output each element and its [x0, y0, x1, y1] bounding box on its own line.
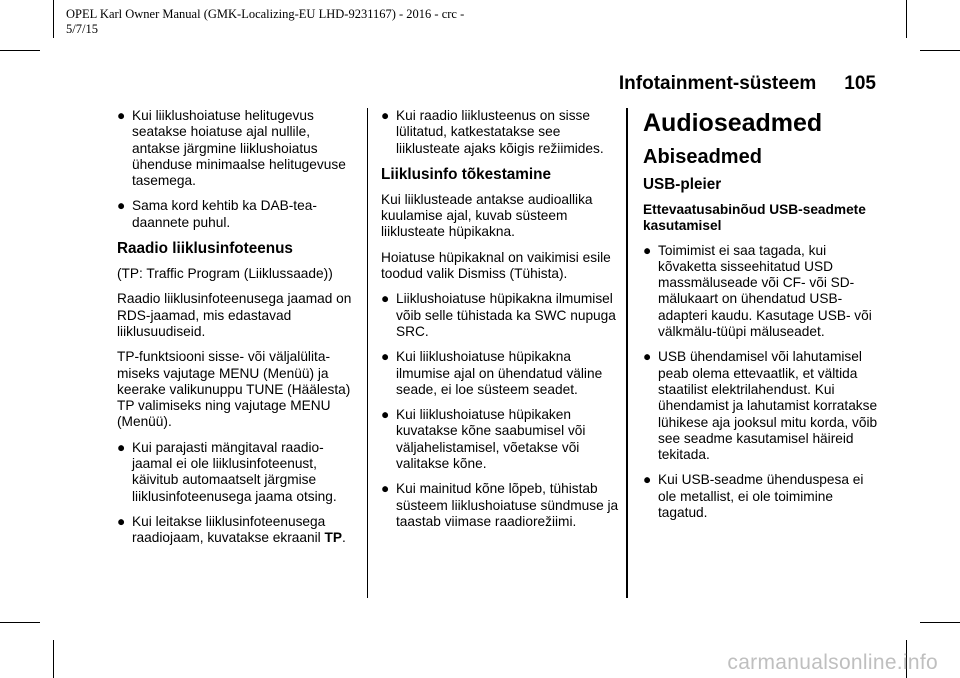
paragraph: Hoiatuse hüpikaknal on vaikimisi esile toodud valik Dismiss (Tühista). [381, 249, 611, 282]
column-middle [381, 108, 621, 539]
list-item [117, 514, 357, 547]
bullet-icon: ● [117, 513, 126, 529]
list-item [381, 407, 621, 472]
list-item [117, 198, 357, 231]
list-item [117, 440, 357, 505]
column-left [117, 108, 357, 556]
running-header [600, 73, 876, 95]
paragraph: (TP: Traffic Program (Liiklussaade)) [117, 266, 333, 282]
list-item [643, 349, 879, 463]
paragraph: Raadio liiklusinfoteenusega jaamad on RDS-jaamad, mis edastavad liiklusuudiseid. [117, 291, 352, 339]
bullet-icon: ● [117, 439, 126, 455]
list-item [643, 472, 879, 521]
list-item [643, 243, 879, 341]
print-metadata-date: 5/7/15 [66, 22, 98, 36]
crop-mark [920, 622, 960, 623]
list-item [381, 481, 621, 530]
list-item-text: USB ühendamisel või lahutamisel peab olema ettevaatlik, et vältida staatilist elektrilahendust. Kui ühendamist ja lahutamist korratakse lühikese aja jooksul mitu korda, võib see seadme kasutamisel häireid tekitada. [658, 349, 878, 463]
list-item [381, 108, 621, 157]
bullet-icon: ● [381, 407, 390, 423]
list-item-text: Kui parajasti mängitaval raadiojaamal ei ole liiklusinfoteenust, käivitub automaatselt järgmise liiklusinfoteenusega jaama otsing. [132, 439, 337, 504]
crop-mark [906, 0, 907, 38]
chapter-heading: Audioseadmed [643, 109, 823, 137]
list-item-text: Kui liiklushoiatuse hüpikaken kuvatakse kõne saabumisel või väljahelistamisel, võetakse või valitakse kõne. [396, 407, 586, 472]
page-number: 105 [844, 73, 876, 94]
crop-mark [920, 50, 960, 51]
bullet-icon: ● [117, 198, 126, 214]
paragraph: TP-funktsiooni sisse- või väljalülitamiseks vajutage MENU (Menüü) ja keerake valikunuppu TUNE (Häälesta) TP valimiseks ning vajutage MENU (Menüü). [117, 349, 351, 430]
column-divider [367, 108, 368, 598]
list-item-text: Sama kord kehtib ka DAB-teadaannete puhul. [132, 198, 317, 230]
bullet-icon: ● [643, 349, 652, 365]
list-item-text: Liiklushoiatuse hüpikakna ilmumisel võib selle tühistada ka SWC nupuga SRC. [396, 291, 616, 339]
column-divider [626, 108, 628, 598]
column-right [643, 108, 879, 530]
list-item-end: . [342, 530, 346, 546]
list-item [381, 349, 621, 398]
tp-indicator: TP [324, 530, 342, 546]
list-item-text: Kui mainitud kõne lõpeb, tühistab süsteem liiklushoiatuse sündmuse ja taastab viimase raadiorežiimi. [396, 481, 619, 529]
list-item-text: Kui raadio liiklusteenus on sisse lülitatud, katkestatakse see liiklusteate ajaks kõigis režiimides. [396, 108, 604, 156]
list-item-text: Kui leitakse liiklusinfoteenusega raadiojaam, kuvatakse ekraanil [132, 513, 326, 546]
crop-mark [53, 0, 54, 38]
list-item-text: Kui liiklushoiatuse hüpikakna ilmumise ajal on ühendatud väline seade, ei loe süsteem seadet. [396, 349, 603, 397]
list-item-text: Kui liiklushoiatuse helitugevus seatakse hoiatuse ajal nullile, antakse järgmine liiklushoiatus ühenduse minimaalse helitugevuse tasemega. [132, 108, 346, 189]
crop-mark [0, 50, 40, 51]
bullet-icon: ● [643, 472, 652, 488]
subsection-heading: USB-pleier [643, 176, 722, 193]
topic-heading: Ettevaatusabinõud USB-seadmete kasutamisel [643, 202, 866, 234]
crop-mark [53, 640, 54, 678]
list-item-text: Toimimist ei saa tagada, kui kõvaketta sisseehitatud USD massmäluseade või CF- või SD-mälukaart on ühendatud USB-adapteri kaudu. Kasutage USB- või välkmälu-tüüpi mäluseadet. [658, 242, 872, 340]
print-metadata-line: OPEL Karl Owner Manual (GMK-Localizing-EU LHD-9231167) - 2016 - crc - [66, 7, 465, 21]
bullet-icon: ● [117, 108, 126, 123]
bullet-icon: ● [381, 481, 390, 497]
section-heading: Abiseadmed [643, 146, 762, 168]
paragraph: Kui liiklusteade antakse audioallika kuulamise ajal, kuvab süsteem liiklusteate hüpikakna. [381, 191, 593, 240]
watermark: carmanualsonline.info [727, 651, 938, 674]
bullet-icon: ● [381, 349, 390, 365]
list-item-text: Kui USB-seadme ühenduspesa ei ole metallist, ei ole toimimine tagatud. [658, 472, 864, 521]
section-heading: Liiklusinfo tõkestamine [381, 165, 551, 183]
section-title: Infotainment-süsteem [618, 73, 817, 94]
bullet-icon: ● [381, 291, 390, 307]
section-heading: Raadio liiklusinfoteenus [117, 240, 293, 258]
list-item [381, 291, 621, 340]
print-metadata [66, 7, 464, 37]
bullet-icon: ● [381, 108, 390, 123]
bullet-icon: ● [643, 242, 652, 258]
list-item [117, 108, 357, 189]
crop-mark [0, 622, 40, 623]
